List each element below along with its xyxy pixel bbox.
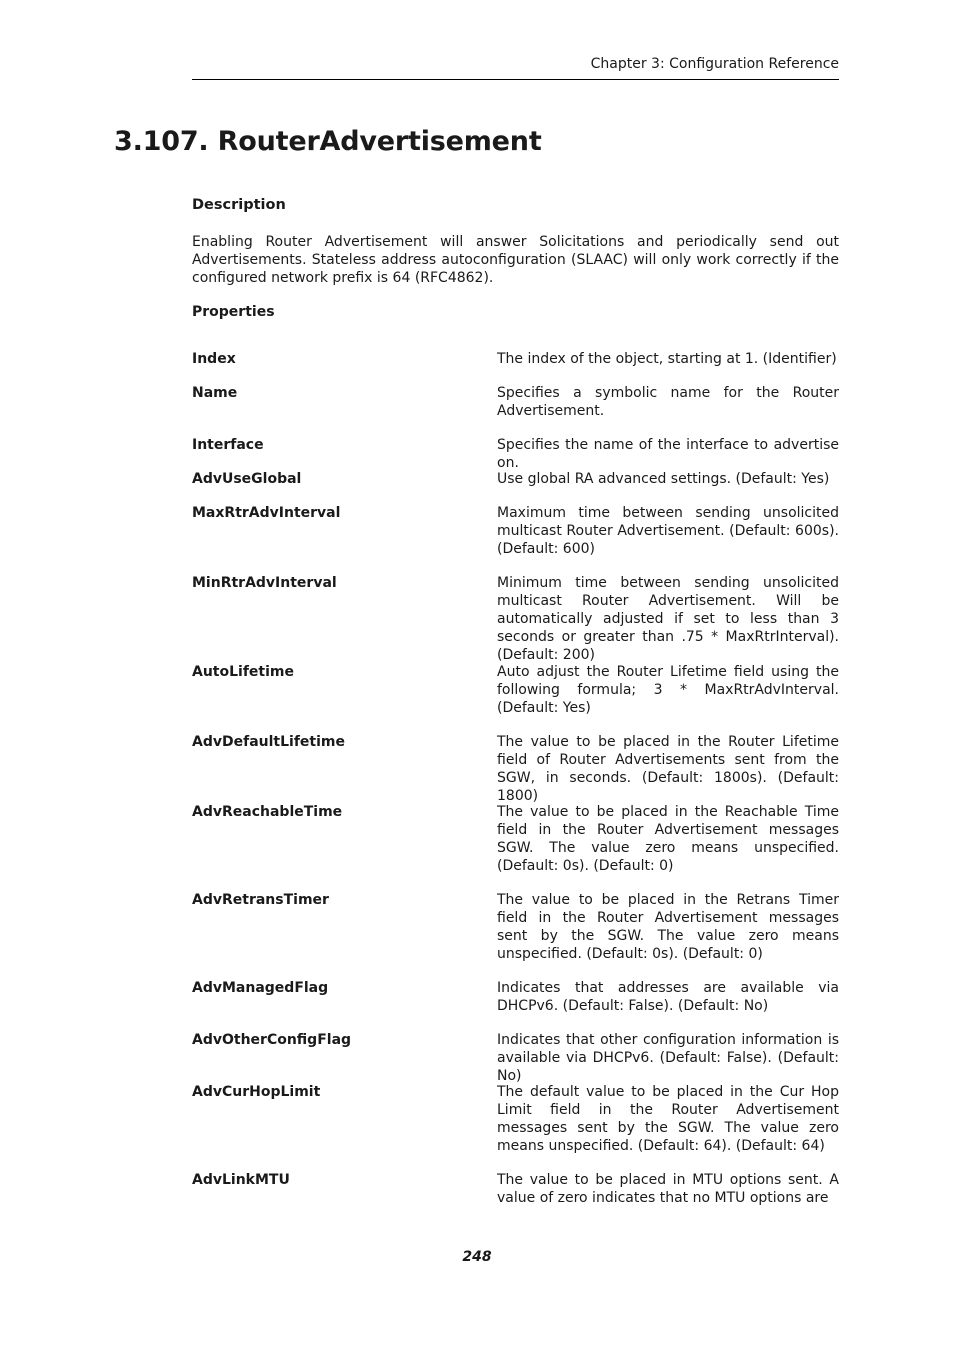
description-heading: Description: [192, 197, 286, 213]
property-name: AdvOtherConfigFlag: [192, 1032, 352, 1048]
property-description: The value to be placed in the Reachable Time field in the Router Advertisement messages SGW. The value zero means unspecified. (Default: 0s). (Default: 0): [497, 804, 839, 874]
property-name: AdvRetransTimer: [192, 892, 329, 908]
property-name: AdvReachableTime: [192, 804, 343, 820]
property-description: Specifies the name of the interface to advertise on.: [497, 437, 839, 471]
property-name: MaxRtrAdvInterval: [192, 505, 341, 521]
property-description: Use global RA advanced settings. (Default: Yes): [497, 471, 830, 487]
property-description: Auto adjust the Router Lifetime field using the following formula; 3 * MaxRtrAdvInterval. (Default: Yes): [497, 664, 839, 716]
property-description: The value to be placed in the Router Lifetime field of Router Advertisements sent from the SGW, in seconds. (Default: 1800s). (Default: 1800): [497, 734, 839, 804]
property-name: AdvManagedFlag: [192, 980, 329, 996]
properties-heading: Properties: [192, 304, 275, 320]
page-number: 248: [462, 1249, 492, 1265]
property-description: The value to be placed in MTU options sent. A value of zero indicates that no MTU options are: [497, 1172, 839, 1206]
property-description: The index of the object, starting at 1. (Identifier): [497, 351, 837, 367]
property-name: Index: [192, 351, 236, 367]
property-description: Minimum time between sending unsolicited multicast Router Advertisement. Will be automatically adjusted if set to less than 3 seconds or greater than .75 * MaxRtrInterval). (Default: 200): [497, 575, 839, 663]
property-description: Indicates that addresses are available via DHCPv6. (Default: False). (Default: No): [497, 980, 839, 1014]
property-name: MinRtrAdvInterval: [192, 575, 337, 591]
property-name: AdvCurHopLimit: [192, 1084, 321, 1100]
property-description: Maximum time between sending unsolicited multicast Router Advertisement. (Default: 600s). (Default: 600): [497, 505, 839, 557]
property-description: The default value to be placed in the Cur Hop Limit field in the Router Advertisement messages sent by the SGW. The value zero means unspecified. (Default: 64). (Default: 64): [497, 1084, 839, 1154]
property-description: The value to be placed in the Retrans Timer field in the Router Advertisement messages sent by the SGW. The value zero means unspecified. (Default: 0s). (Default: 0): [497, 892, 839, 962]
property-name: Name: [192, 385, 238, 401]
property-description: Indicates that other configuration information is available via DHCPv6. (Default: False). (Default: No): [497, 1032, 839, 1084]
property-name: AdvDefaultLifetime: [192, 734, 345, 750]
property-name: AdvUseGlobal: [192, 471, 302, 487]
description-text: Enabling Router Advertisement will answer Solicitations and periodically send out Advertisements. Stateless address autoconfiguration (SLAAC) will only work correctly if the configured network prefix is 64 (RFC4862).: [192, 234, 839, 286]
property-name: AutoLifetime: [192, 664, 294, 680]
property-name: AdvLinkMTU: [192, 1172, 290, 1188]
property-description: Specifies a symbolic name for the Router Advertisement.: [497, 385, 839, 419]
running-header: Chapter 3: Configuration Reference: [192, 55, 839, 80]
property-name: Interface: [192, 437, 264, 453]
chapter-title: 3.107. RouterAdvertisement: [114, 126, 542, 157]
